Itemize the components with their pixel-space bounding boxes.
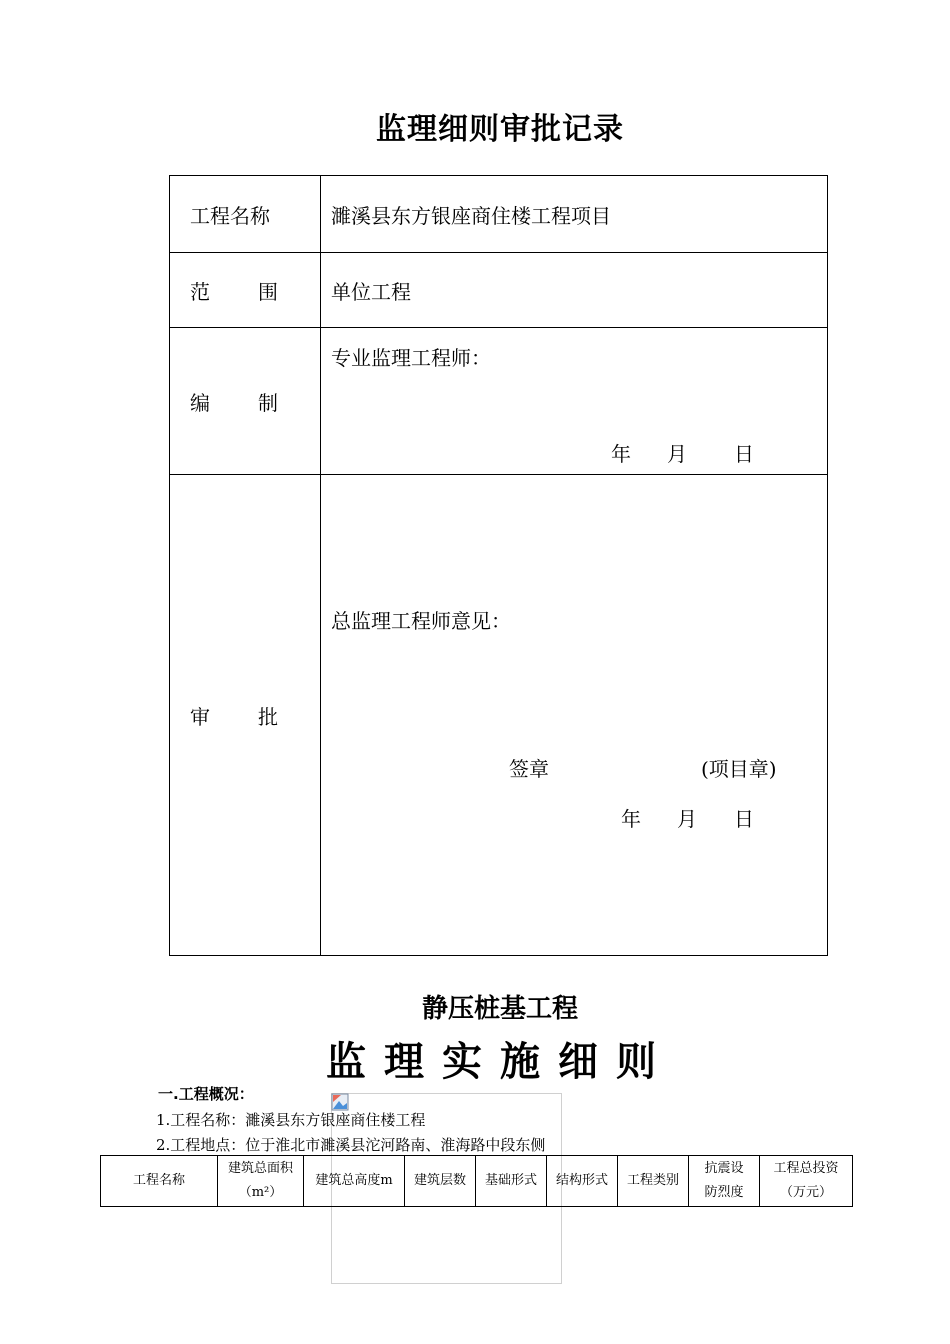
header-unit: （万元） — [779, 1185, 832, 1200]
approval-date-day: 日 — [734, 807, 754, 831]
approval-date-month: 月 — [677, 807, 697, 831]
prep-label-char1: 编 — [190, 390, 210, 415]
header-text: 工程名称 — [132, 1173, 185, 1188]
header-text: 建筑层数 — [413, 1173, 466, 1188]
main-title: 监理实施细则 — [326, 1039, 674, 1085]
header-text-2: 防烈度 — [704, 1185, 744, 1200]
info-header-row — [101, 1156, 853, 1207]
prep-date-year: 年 — [611, 442, 631, 466]
scope-label-char2: 围 — [258, 279, 278, 304]
header-seismic-intensity — [689, 1156, 760, 1207]
approval-record-table — [169, 175, 828, 956]
prep-date-month: 月 — [667, 442, 687, 466]
preparation-cell — [321, 328, 828, 475]
project-info-table — [100, 1155, 853, 1207]
approval-label-char2: 批 — [258, 704, 278, 729]
row-preparation — [170, 328, 828, 475]
row-approval — [170, 475, 828, 956]
header-text: 抗震设 — [704, 1161, 744, 1176]
row-project-name — [170, 176, 828, 253]
header-total-height — [304, 1156, 405, 1207]
chief-engineer-opinion-label: 总监理工程师意见： — [331, 609, 511, 633]
project-seal-label: (项目章) — [701, 757, 777, 781]
header-project-name — [101, 1156, 218, 1207]
header-text: 建筑总面积 — [227, 1161, 293, 1176]
project-location-line: 2.工程地点：位于淮北市濉溪县沱河路南、淮海路中段东侧 — [156, 1136, 546, 1154]
header-floors — [405, 1156, 476, 1207]
specialist-engineer-label: 专业监理工程师： — [331, 346, 491, 370]
project-name-value: 濉溪县东方银座商住楼工程项目 — [321, 176, 828, 253]
header-text: 结构形式 — [555, 1173, 608, 1188]
header-structure-type — [547, 1156, 618, 1207]
scope-value: 单位工程 — [321, 253, 828, 328]
project-name-line: 1.工程名称：濉溪县东方银座商住楼工程 — [156, 1111, 426, 1129]
header-total-area — [218, 1156, 304, 1207]
approval-cell — [321, 475, 828, 956]
header-text: 建筑总高度m — [315, 1173, 393, 1188]
approval-date-year: 年 — [621, 807, 641, 831]
approval-label-char1: 审 — [190, 704, 210, 729]
header-total-investment — [760, 1156, 853, 1207]
approval-label — [170, 475, 321, 956]
header-text: 基础形式 — [484, 1173, 537, 1188]
header-text: 工程总投资 — [773, 1161, 839, 1176]
scope-label — [170, 253, 321, 328]
row-scope — [170, 253, 828, 328]
prep-label-char2: 制 — [258, 390, 278, 415]
page-title: 监理细则审批记录 — [376, 112, 624, 147]
header-foundation-type — [476, 1156, 547, 1207]
section-heading: 一.工程概况： — [158, 1085, 254, 1103]
header-project-category — [618, 1156, 689, 1207]
header-text: 工程类别 — [626, 1173, 679, 1188]
subtitle: 静压桩基工程 — [421, 994, 578, 1024]
prep-date-day: 日 — [734, 442, 754, 466]
signature-label: 签章 — [509, 757, 549, 781]
project-name-label: 工程名称 — [170, 176, 321, 253]
preparation-label — [170, 328, 321, 475]
scope-label-char1: 范 — [190, 279, 210, 304]
header-unit: （m²） — [238, 1185, 283, 1200]
